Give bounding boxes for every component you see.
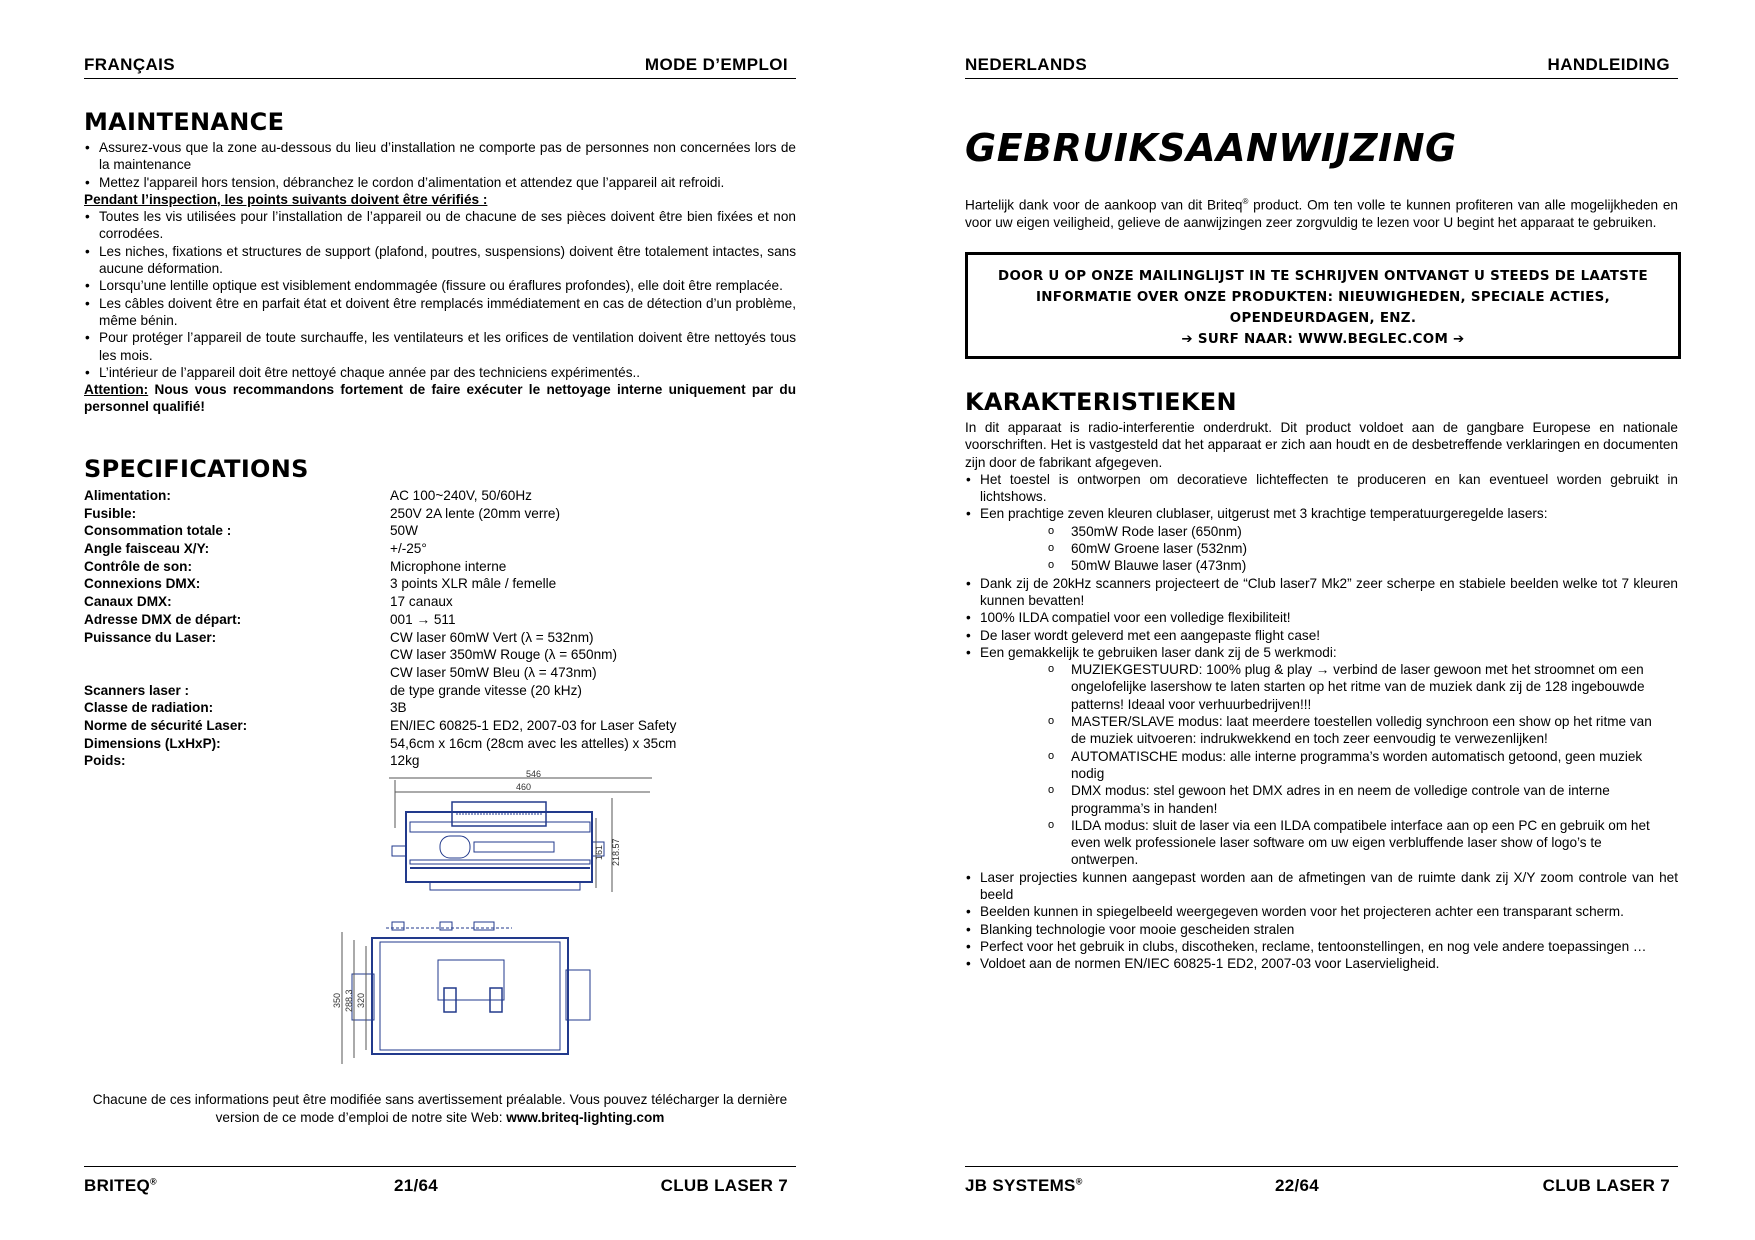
- list-item: • De laser wordt geleverd met een aangepaste flight case!: [965, 627, 1678, 644]
- intro-paragraph: Hartelijk dank voor de aankoop van dit Briteq® product. Om ten volle te kunnen profiteren van alle mogelijkheden en voor uw eigen veiligheid, gelieve de aanwijzingen zeer zorgvuldig te lezen voor U begint het apparaat te gebruiken.: [965, 197, 1678, 230]
- header-doc-type: HANDLEIDING: [1547, 55, 1670, 74]
- spec-row: [84, 575, 796, 593]
- page-header: [965, 52, 1678, 79]
- footer-product: CLUB LASER 7: [1542, 1176, 1670, 1195]
- spec-label: Poids:: [84, 753, 126, 769]
- spec-label: Classe de radiation:: [84, 700, 214, 716]
- spec-value: Microphone interne: [390, 558, 507, 574]
- spec-row: [84, 505, 796, 523]
- spec-row: [84, 593, 796, 611]
- sub-list-item: o AUTOMATISCHE modus: alle interne programma’s worden automatisch getoond, geen muziek nodig: [965, 748, 1678, 783]
- spec-label: Consommation totale :: [84, 523, 232, 539]
- sub-list-item: o MASTER/SLAVE modus: laat meerdere toestellen volledig synchroon een show op het ritme van de muziek uitvoeren: indrukwekkend en toch zeer eenvoudig te verwezenlijken!: [965, 713, 1678, 748]
- list-item: • Pour protéger l’appareil de toute surchauffe, les ventilateurs et les orifices de ventilation doivent être nettoyés tous les mois.: [84, 329, 796, 364]
- spec-row: [84, 646, 796, 664]
- page-footer: [84, 1166, 796, 1195]
- attention-text: Nous vous recommandons fortement de faire exécuter le nettoyage interne uniquement par du personnel qualifié!: [84, 382, 796, 415]
- spec-label: Dimensions (LxHxP):: [84, 735, 221, 751]
- dim-288: 288.3: [344, 989, 354, 1012]
- spec-row: [84, 664, 796, 682]
- header-doc-type: MODE D’EMPLOI: [644, 55, 788, 74]
- spec-label: Puissance du Laser:: [84, 629, 217, 645]
- header-language: NEDERLANDS: [965, 55, 1088, 74]
- specifications-title: SPECIFICATIONS: [84, 455, 309, 483]
- spec-label: Fusible:: [84, 505, 137, 521]
- dim-218: 218.57: [611, 838, 621, 866]
- spec-value: de type grande vitesse (20 kHz): [390, 682, 582, 698]
- maintenance-body: [84, 139, 796, 416]
- spec-value: 12kg: [390, 753, 420, 769]
- maintenance-title: MAINTENANCE: [84, 108, 285, 136]
- spec-row: [84, 682, 796, 700]
- spec-label: Alimentation:: [84, 488, 171, 503]
- spec-row: [84, 735, 796, 753]
- spec-value: 54,6cm x 16cm (28cm avec les attelles) x 35cm: [390, 735, 677, 751]
- header-language: FRANÇAIS: [84, 55, 176, 74]
- spec-row: [84, 540, 796, 558]
- page-title: GEBRUIKSAANWIJZING: [965, 126, 1457, 170]
- spec-row: [84, 717, 796, 735]
- spec-label: Scanners laser :: [84, 682, 190, 698]
- page-header: [84, 52, 796, 79]
- spec-label: Angle faisceau X/Y:: [84, 541, 210, 557]
- spec-row: [84, 487, 796, 505]
- spec-value: EN/IEC 60825-1 ED2, 2007-03 for Laser Safety: [390, 717, 677, 733]
- attention-label: Attention:: [84, 382, 149, 398]
- spec-row: [84, 699, 796, 717]
- spec-value: CW laser 60mW Vert (λ = 532nm): [390, 629, 594, 645]
- spec-value: CW laser 50mW Bleu (λ = 473nm): [390, 664, 597, 680]
- spec-value: 001 → 511: [390, 611, 456, 627]
- list-item: • Lorsqu’une lentille optique est visiblement endommagée (fissure ou éraflures profondes), elle doit être remplacée.: [84, 277, 796, 294]
- mailinglist-text: DOOR U OP ONZE MAILINGLIJST IN TE SCHRIJVEN ONTVANGT U STEEDS DE LAATSTE INFORMATIE OVER ONZE PRODUKTEN: NIEUWIGHEDEN, SPECIALE ACTIES, OPENDEURDAGEN, ENZ.: [998, 269, 1648, 326]
- attention-note: [84, 381, 796, 416]
- footer-page-number: 22/64: [1275, 1176, 1320, 1195]
- list-item: • Assurez-vous que la zone au-dessous du lieu d’installation ne comporte pas de personnes non concernées lors de la maintenance: [84, 139, 796, 174]
- dim-460: 460: [516, 782, 532, 792]
- sub-list-item: o MUZIEKGESTUURD: 100% plug & play → verbind de laser gewoon met het stroomnet om een ongelofelijke lasershow te laten starten op het ritme van de muziek dank zij de 128 ingebouwde patterns! Ideaal voor verhuurbedrijven!!!: [965, 661, 1678, 713]
- footer-product: CLUB LASER 7: [660, 1176, 788, 1195]
- spec-value: 50W: [390, 523, 418, 539]
- features-body: [965, 419, 1678, 973]
- spec-row: [84, 611, 796, 629]
- surf-link[interactable]: ➔ SURF NAAR: WWW.BEGLEC.COM ➔: [1181, 332, 1465, 347]
- list-item: • Laser projecties kunnen aangepast worden aan de afmetingen van de ruimte dank zij X/Y zoom controle van het beeld: [965, 869, 1678, 904]
- top-view-drawing: [302, 918, 652, 1068]
- list-item: • Het toestel is ontworpen om decoratieve lichteffecten te produceren en kan eventueel worden gebruikt in lichtshows.: [965, 471, 1678, 506]
- list-item: • Een prachtige zeven kleuren clublaser, uitgerust met 3 krachtige temperatuurgeregelde lasers:: [965, 505, 1678, 522]
- spec-value: 250V 2A lente (20mm verre): [390, 505, 561, 521]
- spec-value: AC 100~240V, 50/60Hz: [390, 488, 532, 503]
- spec-value: 17 canaux: [390, 594, 453, 610]
- list-item: • Perfect voor het gebruik in clubs, discotheken, reclame, tentoonstellingen, en nog vele andere toepassingen …: [965, 938, 1678, 955]
- note-text: Chacune de ces informations peut être modifiée sans avertissement préalable. Vous pouvez télécharger la dernière version de ce mode d’emploi de notre site Web:: [92, 1092, 788, 1125]
- footer-page-number: 21/64: [394, 1176, 439, 1195]
- sub-list-item: o DMX modus: stel gewoon het DMX adres in en neem de volledige controle van de interne programma’s in handen!: [965, 782, 1678, 817]
- spec-value: 3B: [390, 700, 407, 716]
- list-item: • Een gemakkelijk te gebruiken laser dank zij de 5 werkmodi:: [965, 644, 1678, 661]
- spec-value: 3 points XLR mâle / femelle: [390, 576, 557, 592]
- sub-list-item: o ILDA modus: sluit de laser via een ILDA compatibele interface aan op een PC en gebruik om het even welk professionele laser software om uw eigen verbluffende laser show of logo’s te ontwerpen.: [965, 817, 1678, 869]
- spec-value: CW laser 350mW Rouge (λ = 650nm): [390, 647, 618, 663]
- list-item: • L’intérieur de l’appareil doit être nettoyé chaque année par des techniciens expérimentés..: [84, 364, 796, 381]
- spec-label: Contrôle de son:: [84, 558, 192, 574]
- dim-161: 161: [594, 844, 604, 860]
- list-item: • Blanking technologie voor mooie gescheiden stralen: [965, 921, 1678, 938]
- spec-label: Canaux DMX:: [84, 594, 172, 610]
- list-item: • Beelden kunnen in spiegelbeeld weergegeven worden voor het projecteren achter een transparant scherm.: [965, 903, 1678, 920]
- list-item: • Les câbles doivent être en parfait état et doivent être remplacés immédiatement en cas de détection d’un problème, même bénin.: [84, 295, 796, 330]
- sub-list-item: o 60mW Groene laser (532nm): [965, 540, 1678, 557]
- spec-label: Adresse DMX de départ:: [84, 611, 242, 627]
- website-link[interactable]: www.briteq-lighting.com: [506, 1109, 665, 1125]
- disclaimer-note: [84, 1091, 796, 1126]
- spec-row: [84, 522, 796, 540]
- sub-list-item: o 350mW Rode laser (650nm): [965, 523, 1678, 540]
- inspection-heading: Pendant l’inspection, les points suivants doivent être vérifiés :: [84, 191, 488, 207]
- page-footer: [965, 1166, 1678, 1195]
- sub-list-item: o 50mW Blauwe laser (473nm): [965, 557, 1678, 574]
- mailinglist-box: [965, 252, 1681, 359]
- list-item: • Voldoet aan de normen EN/IEC 60825-1 ED2, 2007-03 voor Laservieligheid.: [965, 955, 1678, 972]
- spec-label: Norme de sécurité Laser:: [84, 717, 248, 733]
- spec-value: +/-25°: [390, 541, 427, 557]
- spec-label: Connexions DMX:: [84, 576, 201, 592]
- footer-brand: JB SYSTEMS®: [965, 1176, 1083, 1195]
- list-item: • Mettez l'appareil hors tension, débranchez le cordon d’alimentation et attendez que l’appareil ait refroidi.: [84, 174, 796, 191]
- list-item: • Les niches, fixations et structures de support (plafond, poutres, suspensions) doivent être totalement intactes, sans aucune déformation.: [84, 243, 796, 278]
- footer-brand: BRITEQ®: [84, 1176, 157, 1195]
- list-item: • Toutes les vis utilisées pour l’installation de l’appareil ou de chacune de ses pièces doivent être bien fixées et non corrodées.: [84, 208, 796, 243]
- spec-row: [84, 629, 796, 647]
- features-title: KARAKTERISTIEKEN: [965, 388, 1237, 416]
- dim-350: 350: [332, 992, 342, 1008]
- list-item: • Dank zij de 20kHz scanners projecteert de “Club laser7 Mk2” zeer scherpe en stabiele beelden welke tot 7 kleuren kunnen bevatten!: [965, 575, 1678, 610]
- dim-546: 546: [526, 769, 542, 779]
- dim-320: 320: [356, 992, 366, 1008]
- features-intro: In dit apparaat is radio-interferentie onderdrukt. Dit product voldoet aan de gangbare Europese en nationale voorschriften. Het is vastgesteld dat het apparaat er zich aan houdt en de desbetreffende verklaringen en documenten zijn door de fabrikant afgegeven.: [965, 420, 1678, 470]
- list-item: • 100% ILDA compatiel voor een volledige flexibiliteit!: [965, 609, 1678, 626]
- spec-row: [84, 558, 796, 576]
- spec-table: [84, 487, 796, 770]
